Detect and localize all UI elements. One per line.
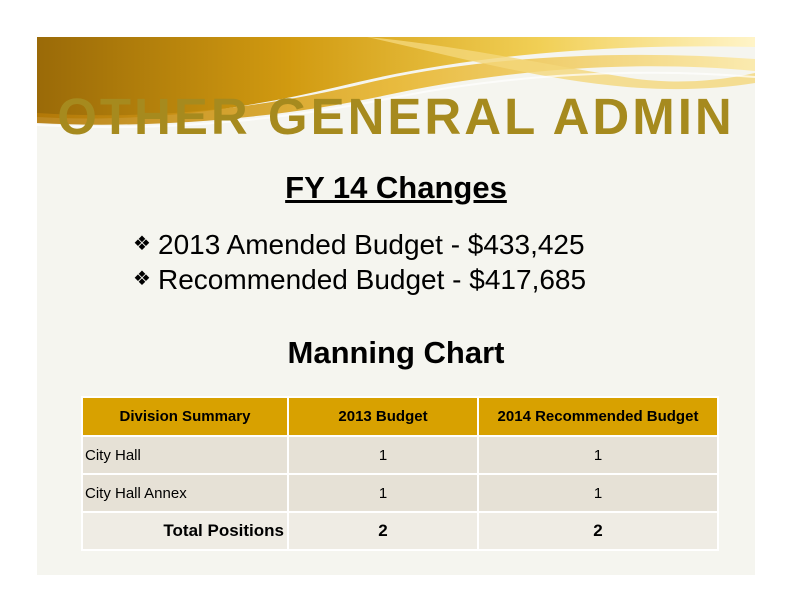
slide	[37, 37, 755, 575]
diamond-bullet-icon: ❖	[133, 233, 151, 255]
table-row	[82, 474, 718, 512]
table-row	[82, 436, 718, 474]
bullet-list	[133, 227, 733, 297]
table-cell: 1	[478, 474, 718, 512]
bullet-item	[133, 227, 733, 262]
table-cell: 1	[478, 436, 718, 474]
bullet-text: Recommended Budget - $417,685	[158, 264, 587, 295]
page-title: OTHER GENERAL ADMIN	[57, 88, 735, 145]
total-value: 2	[288, 512, 478, 550]
bullet-text: 2013 Amended Budget - $433,425	[158, 229, 585, 260]
manning-chart-table	[81, 396, 719, 551]
column-header: 2014 Recommended Budget	[478, 397, 718, 436]
table-cell: 1	[288, 436, 478, 474]
table-cell: City Hall	[82, 436, 288, 474]
table-header-row	[82, 397, 718, 436]
table-cell: 1	[288, 474, 478, 512]
column-header: Division Summary	[82, 397, 288, 436]
diamond-bullet-icon: ❖	[133, 268, 151, 290]
section-heading: Manning Chart	[287, 335, 505, 370]
column-header: 2013 Budget	[288, 397, 478, 436]
table-cell: City Hall Annex	[82, 474, 288, 512]
bullet-item	[133, 262, 733, 297]
total-label: Total Positions	[82, 512, 288, 550]
total-row	[82, 512, 718, 550]
total-value: 2	[478, 512, 718, 550]
subtitle: FY 14 Changes	[285, 170, 507, 205]
